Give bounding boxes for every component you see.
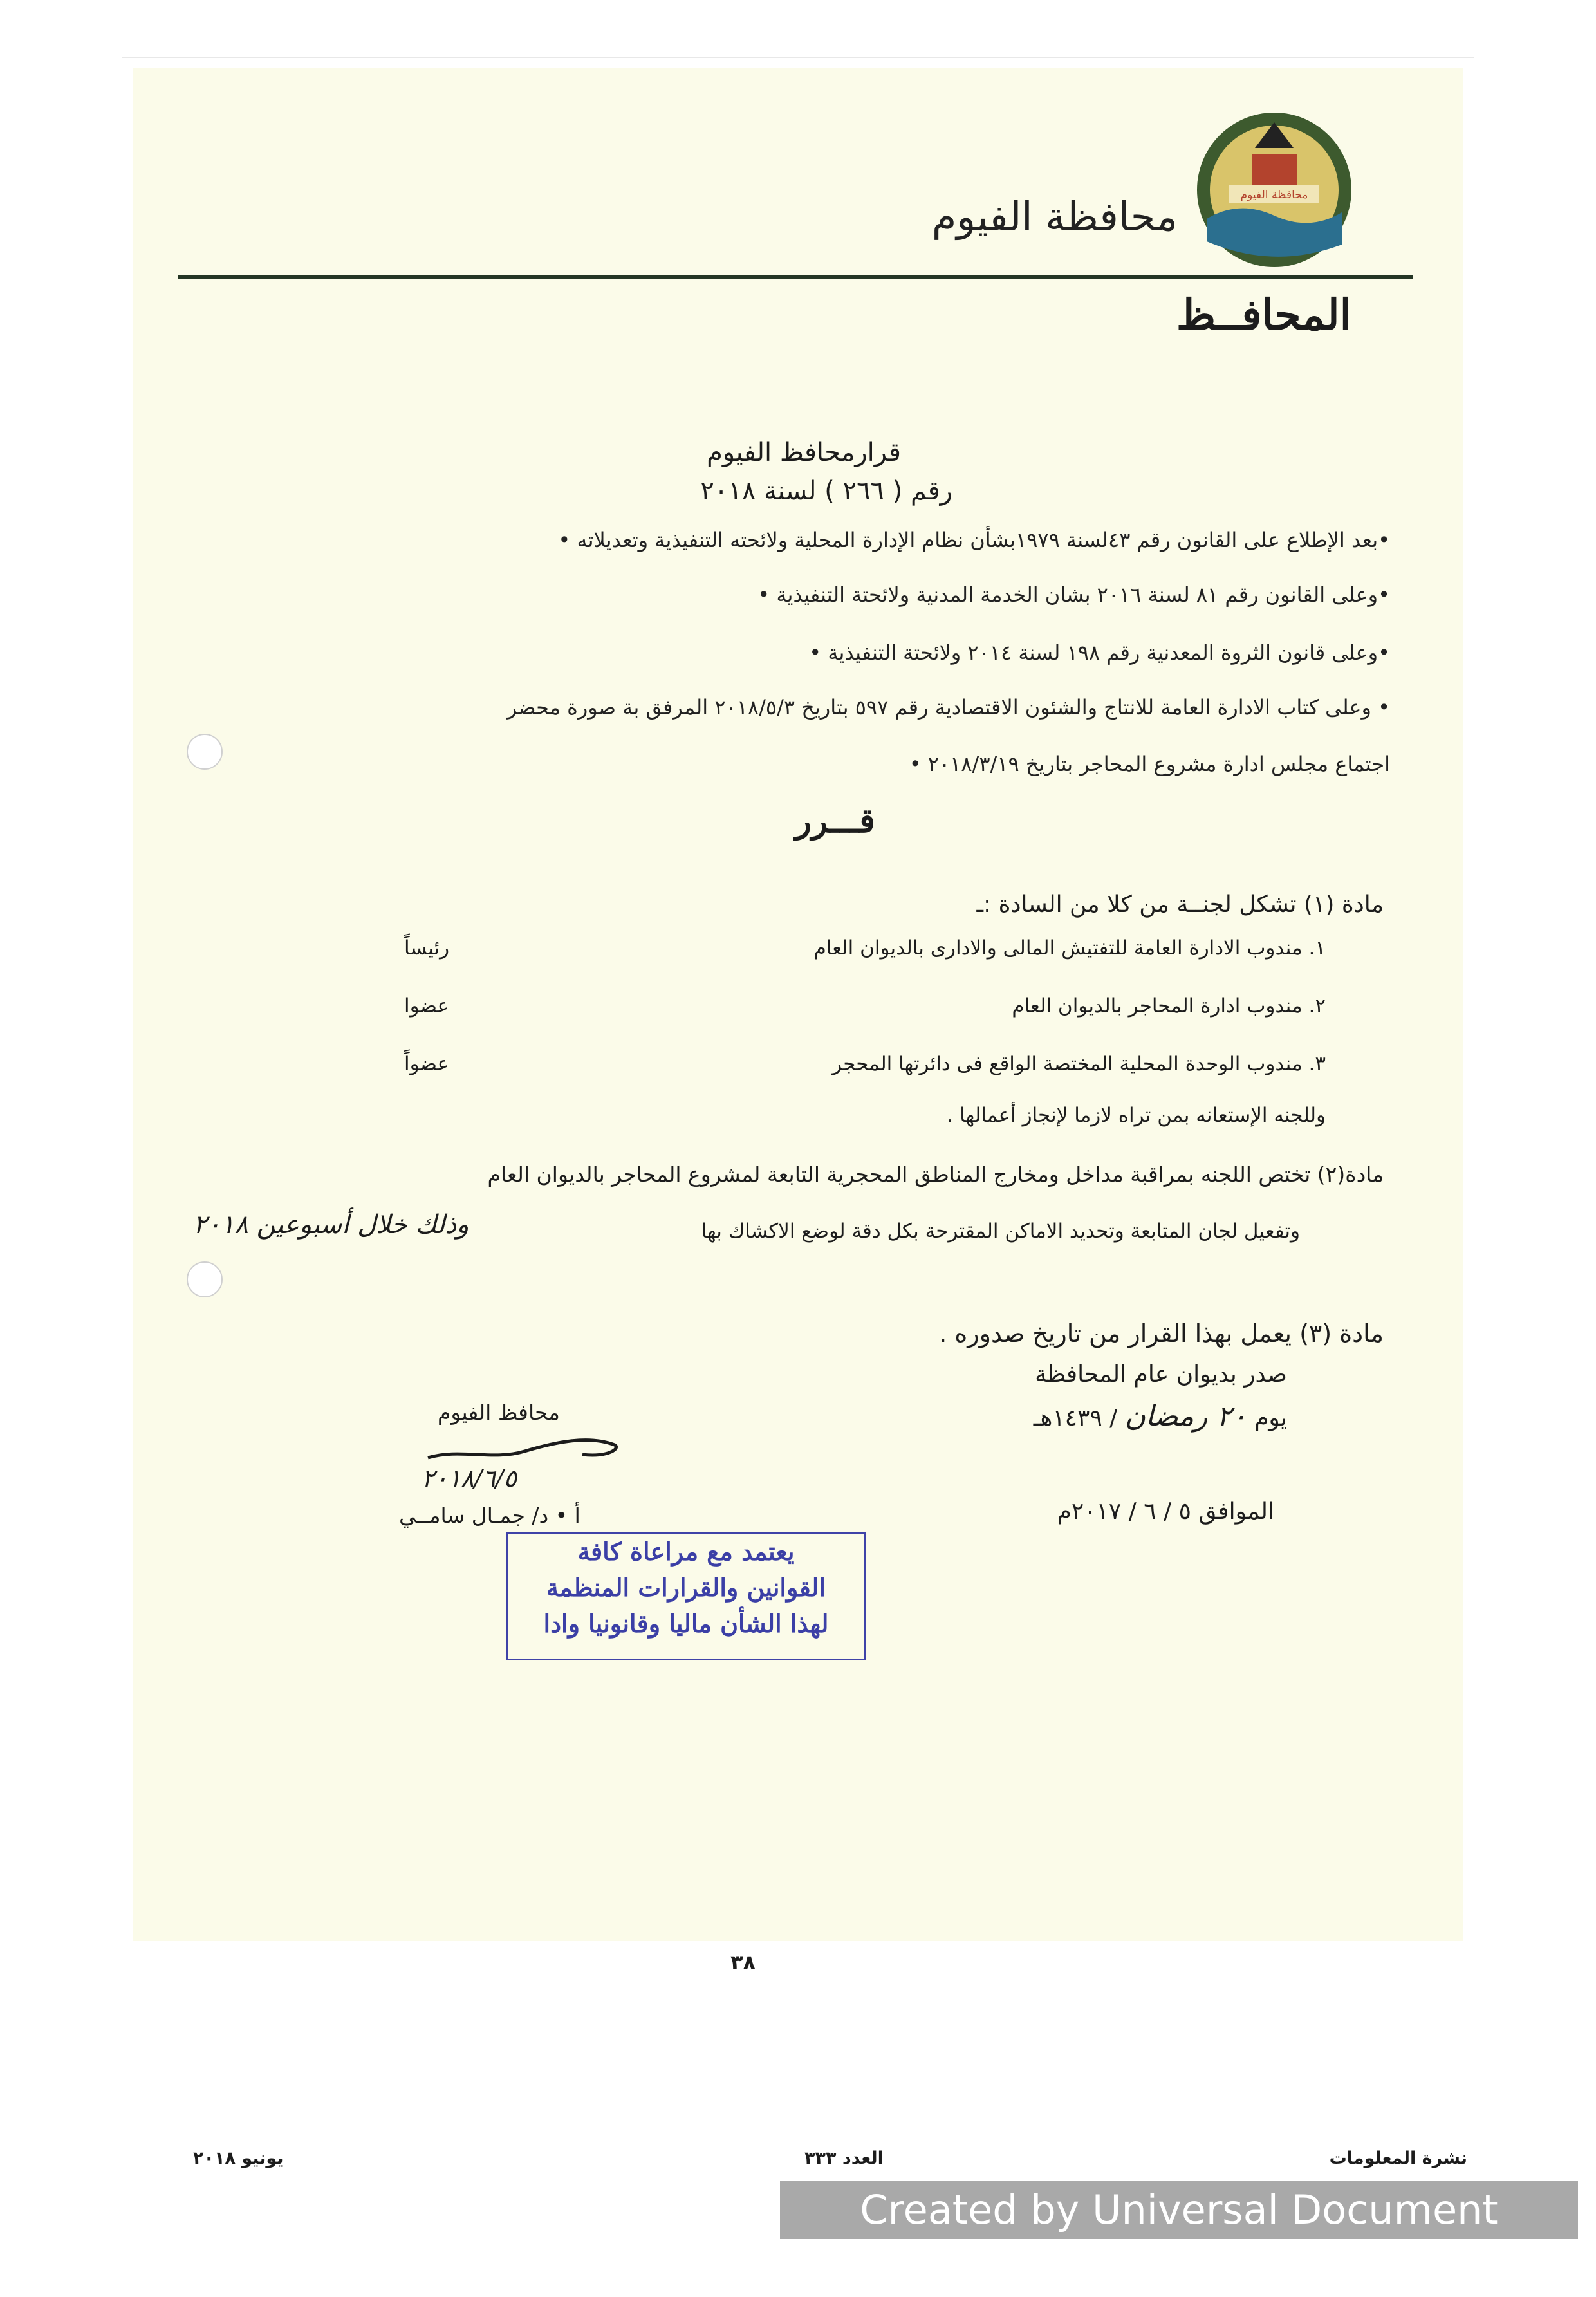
signature-date: ٢٠١٨/٦/٥ — [422, 1464, 517, 1493]
punch-hole — [187, 1261, 223, 1297]
preamble-line-4: • وعلى كتاب الادارة العامة للانتاج والشئون الاقتصادية رقم ٥٩٧ بتاريخ ٢٠١٨/٥/٣ المرفق بة صورة محضر — [506, 695, 1390, 720]
decides-heading: قـــرر — [795, 801, 875, 841]
signatory-title: محافظ الفيوم — [438, 1400, 560, 1425]
committee-role-3: عضواً — [404, 1052, 450, 1075]
office-title: المحافــظ — [1176, 290, 1351, 340]
signatory-name: أ • د/ جمـال سامــي — [399, 1503, 580, 1528]
converter-watermark: Created by Universal Document Converter — [780, 2181, 1578, 2239]
article-2-line-1: مادة(٢) تختص اللجنه بمراقبة مداخل ومخارج المناطق المحجرية التابعة لمشروع المحاجر بالديوان العام — [487, 1162, 1384, 1187]
committee-member-1: ١. مندوب الادارة العامة للتفتيش المالى والادارى بالديوان العام — [813, 936, 1326, 960]
governorate-logo — [1194, 109, 1355, 270]
committee-assistance-note: وللجنه الإستعانه بمن تراه لازما لإنجاز أعمالها . — [947, 1104, 1326, 1127]
decree-title: قرارمحافظ الفيوم — [707, 438, 901, 467]
committee-role-2: عضوا — [404, 994, 450, 1018]
footer-date: يونيو ٢٠١٨ — [193, 2148, 284, 2168]
stamp-line-3: لهذا الشأن ماليا وقانونيا وادا — [543, 1609, 829, 1638]
footer-publication: نشرة المعلومات — [1329, 2148, 1467, 2168]
day-label: يوم — [1254, 1405, 1287, 1431]
footer-issue: العدد ٣٣٣ — [804, 2148, 884, 2168]
article-3: مادة (٣) يعمل بهذا القرار من تاريخ صدوره . — [939, 1319, 1384, 1348]
top-rule — [122, 57, 1474, 58]
header-divider — [178, 275, 1413, 279]
preamble-line-2: •وعلى القانون رقم ٨١ لسنة ٢٠١٦ بشان الخدمة المدنية ولائحتة التنفيذية • — [757, 582, 1390, 607]
committee-role-1: رئيساً — [404, 936, 450, 960]
preamble-line-1: •بعد الإطلاع على القانون رقم ٤٣لسنة ١٩٧٩بشأن نظام الإدارة المحلية ولائحته التنفيذية وتعديلاته • — [558, 528, 1390, 552]
decree-number: رقم ( ٢٦٦ ) لسنة ٢٠١٨ — [700, 476, 952, 506]
stamp-line-2: القوانين والقرارات المنظمة — [546, 1573, 826, 1602]
committee-member-3: ٣. مندوب الوحدة المحلية المختصة الواقع فى دائرتها المحجر — [832, 1052, 1326, 1075]
handwritten-addition: وذلك خلال أسبوعين ٢٠١٨ — [193, 1210, 469, 1240]
issued-at: صدر بديوان عام المحافظة — [1035, 1361, 1287, 1388]
page-number: ٣٨ — [730, 1950, 756, 1975]
gregorian-date: الموافق ٥ / ٦ / ٢٠١٧م — [1057, 1498, 1274, 1525]
article-1-heading: مادة (١) تشكل لجنــة من كلا من السادة :ـ — [976, 891, 1384, 918]
signature-scribble — [422, 1422, 640, 1467]
article-2-line-2: وتفعيل لجان المتابعة وتحديد الاماكن المقترحة بكل دقة لوضع الاكشاك بها — [701, 1220, 1300, 1243]
hijri-date — [1034, 1400, 1287, 1433]
preamble-line-3: •وعلى قانون الثروة المعدنية رقم ١٩٨ لسنة ٢٠١٤ ولائحتة التنفيذية • — [809, 640, 1390, 665]
committee-member-2: ٢. مندوب ادارة المحاجر بالديوان العام — [1012, 994, 1326, 1018]
stamp-line-1: يعتمد مع مراعاة كافة — [577, 1537, 795, 1566]
punch-hole — [187, 734, 223, 770]
logo-text: محافظة الفيوم — [1240, 189, 1308, 201]
handwritten-day: ٢٠ رمضان — [1124, 1400, 1247, 1433]
governorate-name: محافظة الفيوم — [931, 193, 1178, 240]
preamble-line-5: اجتماع مجلس ادارة مشروع المحاجر بتاريخ ٢٠١٨/٣/١٩ • — [909, 752, 1390, 776]
approval-stamp — [506, 1532, 866, 1660]
hijri-year: / ١٤٣٩هـ — [1033, 1405, 1118, 1431]
